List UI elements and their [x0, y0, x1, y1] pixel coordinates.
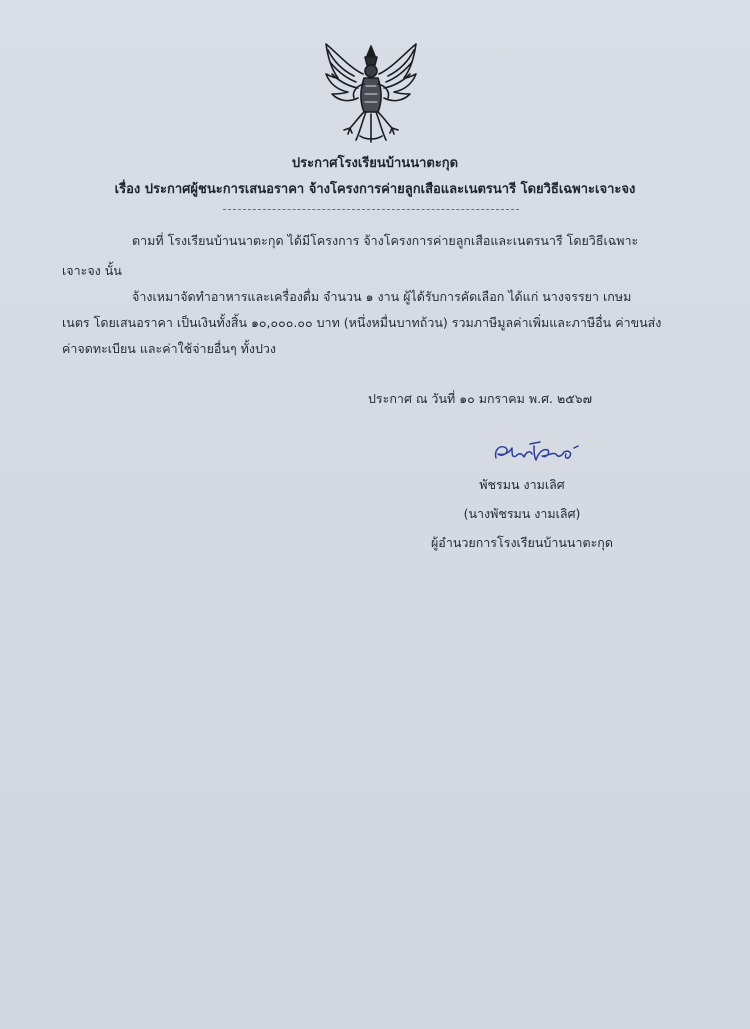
- announcement-date: ประกาศ ณ วันที่ ๑๐ มกราคม พ.ศ. ๒๕๖๗: [368, 391, 592, 406]
- handwritten-signature: [490, 440, 582, 466]
- body-line-4: เนตร โดยเสนอราคา เป็นเงินทั้งสิ้น ๑๐,๐๐๐.๐๐ บาท (หนึ่งหมื่นบาทถ้วน) รวมภาษีมูลค่าเพิ่มและภาษีอื่น ค่าขนส่ง: [62, 315, 662, 330]
- body-line-1: ตามที่ โรงเรียนบ้านนาตะกุด ได้มีโครงการ จ้างโครงการค่ายลูกเสือและเนตรนารี โดยวิธีเฉพาะ: [132, 233, 639, 248]
- body-line-5: ค่าจดทะเบียน และค่าใช้จ่ายอื่นๆ ทั้งปวง: [62, 341, 277, 356]
- garuda-emblem-icon: [320, 40, 422, 144]
- body-line-3: จ้างเหมาจัดทำอาหารและเครื่องดื่ม จำนวน ๑ งาน ผู้ได้รับการคัดเลือก ได้แก่ นางจรรยา เกษม: [132, 289, 632, 304]
- body-line-2: เจาะจง นั้น: [62, 263, 122, 278]
- signer-name: พัชรมน งามเลิศ: [479, 477, 565, 492]
- signer-position: ผู้อำนวยการโรงเรียนบ้านนาตะกุด: [430, 535, 613, 550]
- signer-full-name: (นางพัชรมน งามเลิศ): [463, 506, 581, 521]
- announcement-subject: เรื่อง ประกาศผู้ชนะการเสนอราคา จ้างโครงการค่ายลูกเสือและเนตรนารี โดยวิธีเฉพาะเจาะจง: [114, 182, 636, 197]
- announcement-title: ประกาศโรงเรียนบ้านนาตะกุด: [291, 156, 459, 171]
- dashed-divider: [223, 209, 519, 210]
